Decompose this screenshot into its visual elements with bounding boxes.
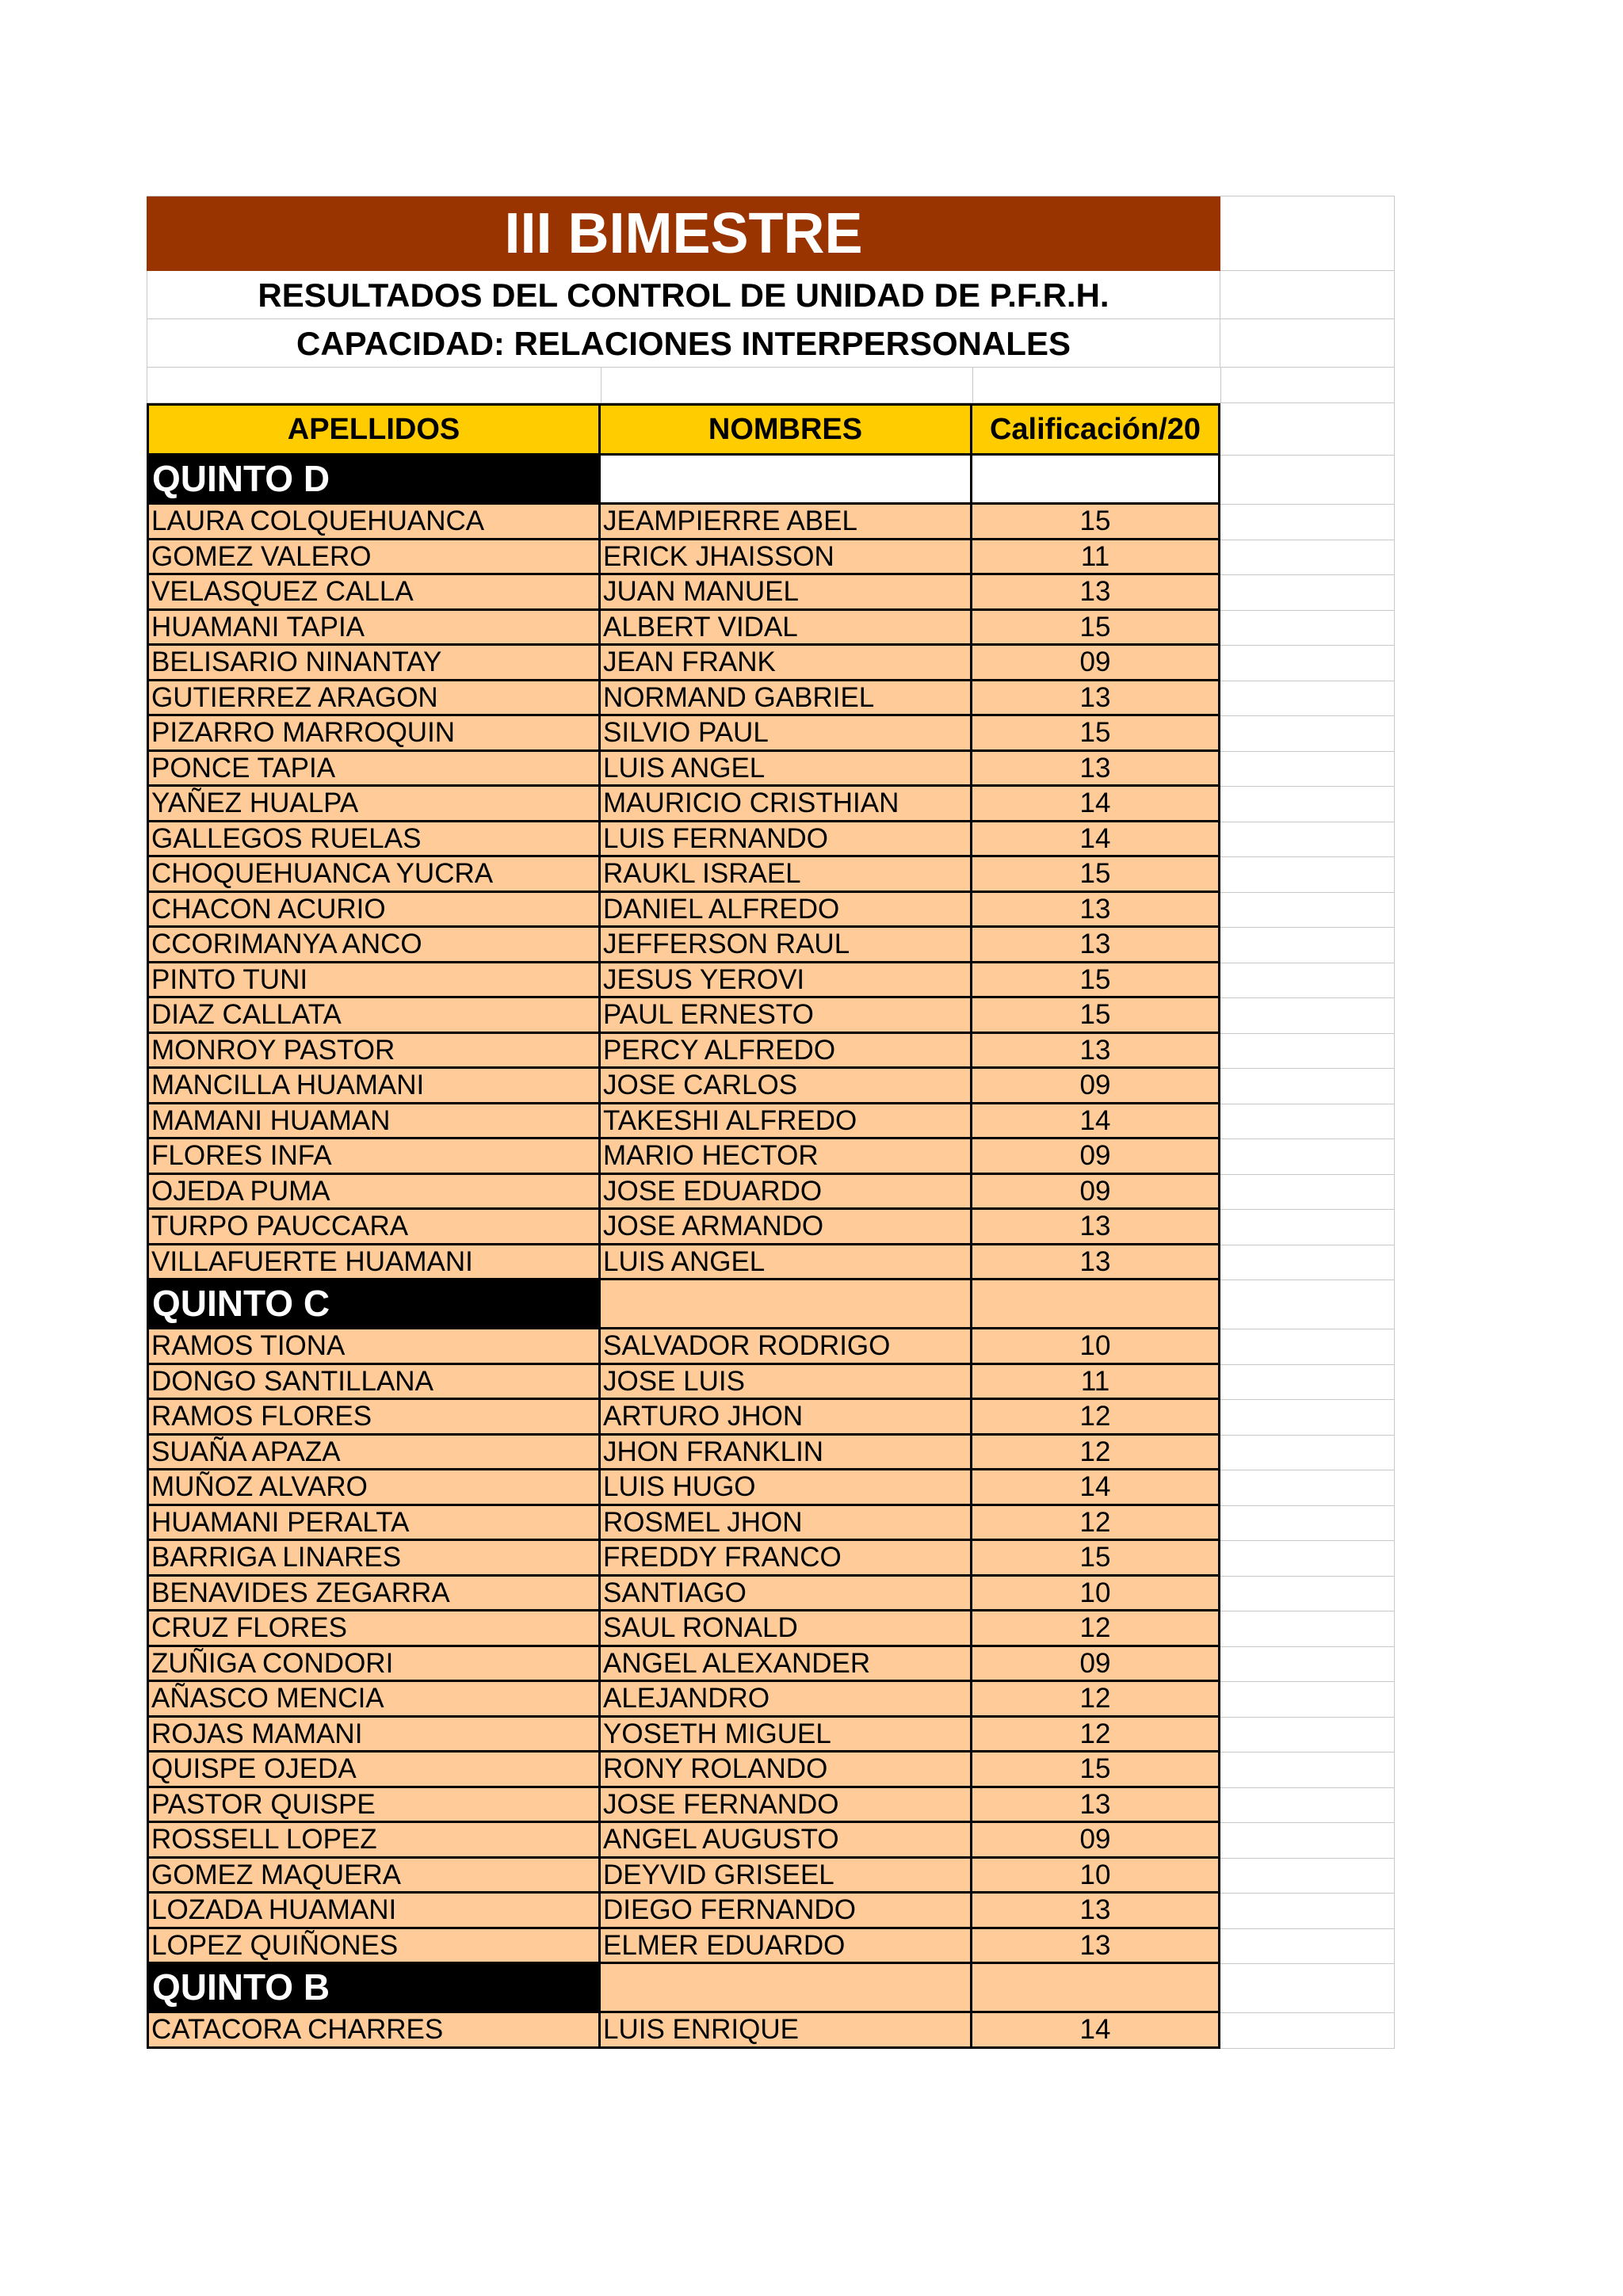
empty-cell <box>1220 2013 1395 2049</box>
grade-cell: 13 <box>972 1210 1220 1245</box>
surname-cell: RAMOS TIONA <box>147 1329 601 1365</box>
given-name-cell: DANIEL ALFREDO <box>601 893 972 929</box>
table-row <box>147 1859 1395 1894</box>
table-row <box>147 1104 1395 1140</box>
given-name-cell: RAUKL ISRAEL <box>601 857 972 893</box>
title-row <box>147 196 1395 271</box>
table-row <box>147 1245 1395 1281</box>
given-name-cell: ALEJANDRO <box>601 1682 972 1718</box>
subtitle-row-1 <box>147 271 1395 319</box>
surname-cell: HUAMANI PERALTA <box>147 1506 601 1542</box>
table-row <box>147 1365 1395 1401</box>
grade-cell: 09 <box>972 1175 1220 1211</box>
table-row <box>147 1577 1395 1612</box>
grade-cell: 13 <box>972 1929 1220 1965</box>
empty-cell <box>1220 1175 1395 1211</box>
empty-cell <box>1220 1069 1395 1104</box>
grade-cell: 15 <box>972 1753 1220 1788</box>
table-row <box>147 893 1395 929</box>
surname-cell: AÑASCO MENCIA <box>147 1682 601 1718</box>
given-name-cell: ANGEL AUGUSTO <box>601 1823 972 1859</box>
section-row <box>147 1280 1395 1329</box>
grade-cell: 09 <box>972 646 1220 681</box>
empty-cell <box>1220 1506 1395 1542</box>
empty-cell <box>1220 1365 1395 1401</box>
empty-cell <box>1220 1964 1395 2013</box>
surname-cell: ROSSELL LOPEZ <box>147 1823 601 1859</box>
surname-cell: QUISPE OJEDA <box>147 1753 601 1788</box>
given-name-cell: ALBERT VIDAL <box>601 611 972 646</box>
given-name-cell: MARIO HECTOR <box>601 1139 972 1175</box>
column-header-row <box>147 403 1395 456</box>
grade-cell: 12 <box>972 1436 1220 1471</box>
surname-cell: GUTIERREZ ARAGON <box>147 681 601 717</box>
empty-cell <box>1220 1929 1395 1965</box>
surname-cell: CRUZ FLORES <box>147 1611 601 1647</box>
grade-cell: 13 <box>972 1788 1220 1824</box>
given-name-cell: LUIS ANGEL <box>601 752 972 788</box>
empty-cell <box>1220 963 1395 999</box>
given-name-cell: JEAN FRANK <box>601 646 972 681</box>
surname-cell: MONROY PASTOR <box>147 1034 601 1070</box>
header-apellidos: APELLIDOS <box>147 403 601 456</box>
table-row <box>147 1139 1395 1175</box>
grade-cell: 12 <box>972 1400 1220 1436</box>
table-row <box>147 857 1395 893</box>
table-row <box>147 1470 1395 1506</box>
given-name-cell: JUAN MANUEL <box>601 575 972 611</box>
grade-cell: 14 <box>972 1104 1220 1140</box>
surname-cell: BELISARIO NINANTAY <box>147 646 601 681</box>
empty-cell <box>1220 998 1395 1034</box>
surname-cell: GOMEZ MAQUERA <box>147 1859 601 1894</box>
grade-cell: 10 <box>972 1859 1220 1894</box>
grade-cell: 13 <box>972 681 1220 717</box>
empty-cell <box>1220 822 1395 858</box>
empty-cell <box>1220 1104 1395 1140</box>
table-row <box>147 998 1395 1034</box>
table-row <box>147 681 1395 717</box>
given-name-cell: ROSMEL JHON <box>601 1506 972 1542</box>
surname-cell: CHOQUEHUANCA YUCRA <box>147 857 601 893</box>
table-row <box>147 1436 1395 1471</box>
empty-cell <box>1220 1541 1395 1577</box>
table-row <box>147 1929 1395 1965</box>
section-title: QUINTO C <box>147 1280 601 1329</box>
given-name-cell: FREDDY FRANCO <box>601 1541 972 1577</box>
surname-cell: MAMANI HUAMAN <box>147 1104 601 1140</box>
table-row <box>147 822 1395 858</box>
given-name-cell: DIEGO FERNANDO <box>601 1894 972 1929</box>
given-name-cell: JEFFERSON RAUL <box>601 928 972 963</box>
surname-cell: VELASQUEZ CALLA <box>147 575 601 611</box>
given-name-cell: ARTURO JHON <box>601 1400 972 1436</box>
given-name-cell: DEYVID GRISEEL <box>601 1859 972 1894</box>
grade-cell: 14 <box>972 1470 1220 1506</box>
table-row <box>147 646 1395 681</box>
surname-cell: MUÑOZ ALVARO <box>147 1470 601 1506</box>
table-row <box>147 928 1395 963</box>
section-row <box>147 1964 1395 2013</box>
surname-cell: LOPEZ QUIÑONES <box>147 1929 601 1965</box>
table-row <box>147 1788 1395 1824</box>
given-name-cell: LUIS ENRIQUE <box>601 2013 972 2049</box>
given-name-cell: JHON FRANKLIN <box>601 1436 972 1471</box>
surname-cell: DIAZ CALLATA <box>147 998 601 1034</box>
given-name-cell: JOSE FERNANDO <box>601 1788 972 1824</box>
surname-cell: ZUÑIGA CONDORI <box>147 1647 601 1683</box>
empty-cell <box>601 1280 972 1329</box>
empty-cell <box>1220 1210 1395 1245</box>
surname-cell: YAÑEZ HUALPA <box>147 787 601 822</box>
grades-sheet <box>147 196 1395 2049</box>
empty-cell <box>1220 403 1395 456</box>
given-name-cell: YOSETH MIGUEL <box>601 1718 972 1753</box>
blank-row <box>147 368 1395 403</box>
surname-cell: BENAVIDES ZEGARRA <box>147 1577 601 1612</box>
grade-cell: 13 <box>972 752 1220 788</box>
surname-cell: PIZARRO MARROQUIN <box>147 716 601 752</box>
given-name-cell: SAUL RONALD <box>601 1611 972 1647</box>
empty-cell <box>601 1964 972 2013</box>
empty-cell <box>1220 1034 1395 1070</box>
grade-cell: 13 <box>972 575 1220 611</box>
empty-cell <box>1220 1280 1395 1329</box>
empty-cell <box>1220 271 1395 319</box>
empty-cell <box>1220 319 1395 368</box>
subtitle-row-2 <box>147 319 1395 368</box>
empty-cell <box>1220 505 1395 540</box>
grade-cell: 10 <box>972 1577 1220 1612</box>
table-row <box>147 1210 1395 1245</box>
grade-cell: 15 <box>972 611 1220 646</box>
section-title: QUINTO D <box>147 456 601 505</box>
grade-cell: 13 <box>972 1894 1220 1929</box>
empty-cell <box>1220 752 1395 788</box>
grade-cell: 12 <box>972 1506 1220 1542</box>
surname-cell: MANCILLA HUAMANI <box>147 1069 601 1104</box>
empty-cell <box>1220 196 1395 271</box>
header-nombres: NOMBRES <box>601 403 972 456</box>
grade-cell: 15 <box>972 857 1220 893</box>
table-row <box>147 787 1395 822</box>
grade-cell: 12 <box>972 1718 1220 1753</box>
table-row <box>147 1753 1395 1788</box>
given-name-cell: SANTIAGO <box>601 1577 972 1612</box>
empty-cell <box>1220 1823 1395 1859</box>
surname-cell: PONCE TAPIA <box>147 752 601 788</box>
empty-cell <box>1220 1400 1395 1436</box>
table-row <box>147 1611 1395 1647</box>
surname-cell: SUAÑA APAZA <box>147 1436 601 1471</box>
empty-cell <box>1220 611 1395 646</box>
grade-cell: 09 <box>972 1647 1220 1683</box>
table-row <box>147 1682 1395 1718</box>
surname-cell: PINTO TUNI <box>147 963 601 999</box>
grade-cell: 12 <box>972 1682 1220 1718</box>
empty-cell <box>1220 368 1395 403</box>
empty-cell <box>1220 540 1395 576</box>
empty-cell <box>147 368 601 403</box>
given-name-cell: JOSE EDUARDO <box>601 1175 972 1211</box>
surname-cell: RAMOS FLORES <box>147 1400 601 1436</box>
table-row <box>147 611 1395 646</box>
grade-cell: 13 <box>972 928 1220 963</box>
grade-cell: 11 <box>972 540 1220 576</box>
surname-cell: CHACON ACURIO <box>147 893 601 929</box>
empty-cell <box>1220 1470 1395 1506</box>
given-name-cell: NORMAND GABRIEL <box>601 681 972 717</box>
grade-cell: 12 <box>972 1611 1220 1647</box>
table-row <box>147 1718 1395 1753</box>
table-row <box>147 540 1395 576</box>
sheet-subtitle: RESULTADOS DEL CONTROL DE UNIDAD DE P.F.R.H. <box>147 271 1220 319</box>
given-name-cell: MAURICIO CRISTHIAN <box>601 787 972 822</box>
grade-cell: 09 <box>972 1069 1220 1104</box>
grade-cell: 15 <box>972 505 1220 540</box>
surname-cell: ROJAS MAMANI <box>147 1718 601 1753</box>
table-row <box>147 1506 1395 1542</box>
table-row <box>147 1541 1395 1577</box>
empty-cell <box>1220 646 1395 681</box>
header-calificacion: Calificación/20 <box>972 403 1220 456</box>
surname-cell: FLORES INFA <box>147 1139 601 1175</box>
surname-cell: VILLAFUERTE HUAMANI <box>147 1245 601 1281</box>
given-name-cell: PERCY ALFREDO <box>601 1034 972 1070</box>
student-rows <box>147 456 1395 2049</box>
empty-cell <box>1220 575 1395 611</box>
grade-cell: 14 <box>972 2013 1220 2049</box>
empty-cell <box>1220 928 1395 963</box>
grade-cell: 11 <box>972 1365 1220 1401</box>
surname-cell: PASTOR QUISPE <box>147 1788 601 1824</box>
grade-cell: 13 <box>972 1034 1220 1070</box>
surname-cell: BARRIGA LINARES <box>147 1541 601 1577</box>
grade-cell: 14 <box>972 787 1220 822</box>
given-name-cell: SILVIO PAUL <box>601 716 972 752</box>
surname-cell: OJEDA PUMA <box>147 1175 601 1211</box>
empty-cell <box>1220 1329 1395 1365</box>
table-row <box>147 1894 1395 1929</box>
surname-cell: TURPO PAUCCARA <box>147 1210 601 1245</box>
surname-cell: DONGO SANTILLANA <box>147 1365 601 1401</box>
given-name-cell: ERICK JHAISSON <box>601 540 972 576</box>
grade-cell: 10 <box>972 1329 1220 1365</box>
grade-cell: 13 <box>972 1245 1220 1281</box>
surname-cell: LOZADA HUAMANI <box>147 1894 601 1929</box>
given-name-cell: JOSE LUIS <box>601 1365 972 1401</box>
section-row <box>147 456 1395 505</box>
grade-cell: 13 <box>972 893 1220 929</box>
grade-cell: 15 <box>972 716 1220 752</box>
table-row <box>147 1034 1395 1070</box>
table-row <box>147 716 1395 752</box>
empty-cell <box>1220 456 1395 505</box>
table-row <box>147 752 1395 788</box>
empty-cell <box>1220 1859 1395 1894</box>
grade-cell: 14 <box>972 822 1220 858</box>
given-name-cell: JESUS YEROVI <box>601 963 972 999</box>
table-row <box>147 575 1395 611</box>
empty-cell <box>1220 1682 1395 1718</box>
empty-cell <box>1220 1788 1395 1824</box>
table-row <box>147 1647 1395 1683</box>
table-row <box>147 963 1395 999</box>
empty-cell <box>972 368 1220 403</box>
empty-cell <box>972 1280 1220 1329</box>
table-row <box>147 1823 1395 1859</box>
surname-cell: HUAMANI TAPIA <box>147 611 601 646</box>
given-name-cell: RONY ROLANDO <box>601 1753 972 1788</box>
empty-cell <box>1220 716 1395 752</box>
empty-cell <box>1220 857 1395 893</box>
grade-cell: 15 <box>972 963 1220 999</box>
empty-cell <box>1220 893 1395 929</box>
empty-cell <box>972 1964 1220 2013</box>
empty-cell <box>1220 1753 1395 1788</box>
sheet-capacity: CAPACIDAD: RELACIONES INTERPERSONALES <box>147 319 1220 368</box>
grade-cell: 09 <box>972 1823 1220 1859</box>
sheet-title: III BIMESTRE <box>147 196 1220 271</box>
given-name-cell: LUIS HUGO <box>601 1470 972 1506</box>
empty-cell <box>972 456 1220 505</box>
surname-cell: CATACORA CHARRES <box>147 2013 601 2049</box>
section-title: QUINTO B <box>147 1964 601 2013</box>
grade-cell: 15 <box>972 1541 1220 1577</box>
table-row <box>147 505 1395 540</box>
given-name-cell: ELMER EDUARDO <box>601 1929 972 1965</box>
given-name-cell: LUIS ANGEL <box>601 1245 972 1281</box>
surname-cell: CCORIMANYA ANCO <box>147 928 601 963</box>
empty-cell <box>1220 1245 1395 1281</box>
empty-cell <box>601 456 972 505</box>
given-name-cell: SALVADOR RODRIGO <box>601 1329 972 1365</box>
empty-cell <box>1220 787 1395 822</box>
empty-cell <box>1220 1611 1395 1647</box>
given-name-cell: JOSE CARLOS <box>601 1069 972 1104</box>
given-name-cell: JEAMPIERRE ABEL <box>601 505 972 540</box>
table-row <box>147 1069 1395 1104</box>
table-row <box>147 1175 1395 1211</box>
surname-cell: GALLEGOS RUELAS <box>147 822 601 858</box>
empty-cell <box>601 368 972 403</box>
empty-cell <box>1220 1894 1395 1929</box>
surname-cell: LAURA COLQUEHUANCA <box>147 505 601 540</box>
table-row <box>147 2013 1395 2049</box>
grade-cell: 09 <box>972 1139 1220 1175</box>
given-name-cell: TAKESHI ALFREDO <box>601 1104 972 1140</box>
table-row <box>147 1329 1395 1365</box>
given-name-cell: PAUL ERNESTO <box>601 998 972 1034</box>
empty-cell <box>1220 681 1395 717</box>
empty-cell <box>1220 1647 1395 1683</box>
grade-cell: 15 <box>972 998 1220 1034</box>
table-row <box>147 1400 1395 1436</box>
given-name-cell: JOSE ARMANDO <box>601 1210 972 1245</box>
empty-cell <box>1220 1718 1395 1753</box>
given-name-cell: LUIS FERNANDO <box>601 822 972 858</box>
surname-cell: GOMEZ VALERO <box>147 540 601 576</box>
empty-cell <box>1220 1577 1395 1612</box>
empty-cell <box>1220 1139 1395 1175</box>
empty-cell <box>1220 1436 1395 1471</box>
given-name-cell: ANGEL ALEXANDER <box>601 1647 972 1683</box>
